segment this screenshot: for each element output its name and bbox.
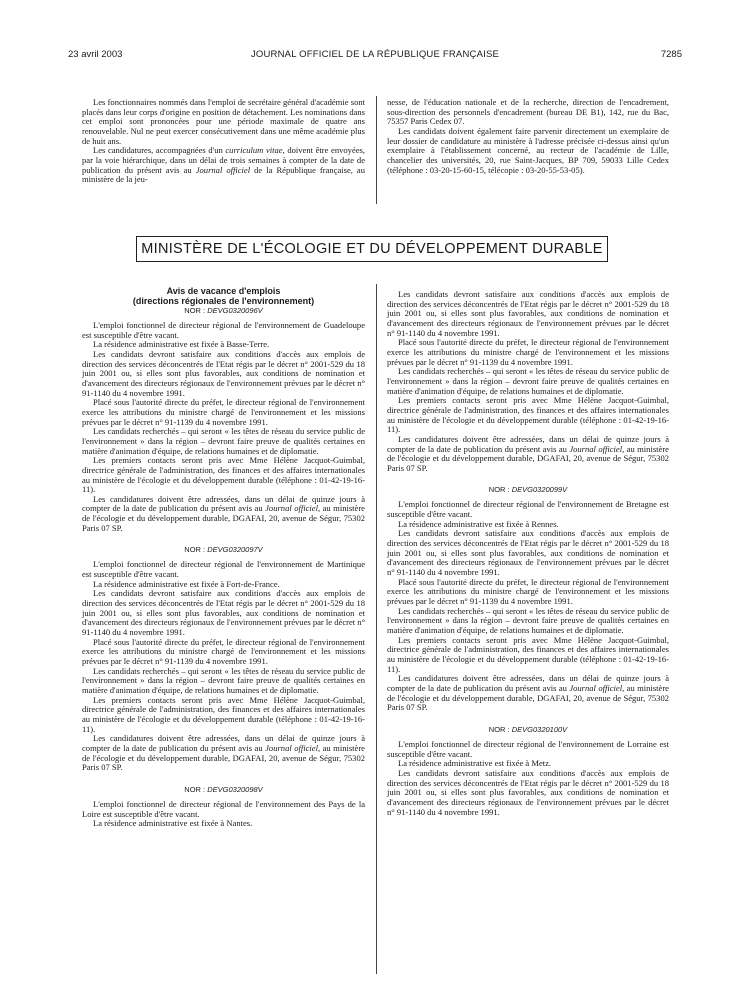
vacancy-intro: L'emploi fonctionnel de directeur régional de l'environnement des Pays de la Loire est susceptible d'être vacant. (82, 798, 365, 819)
notice-subtitle: (directions régionales de l'environnement) (132, 296, 315, 306)
vacancy-conditions: Les candidats devront satisfaire aux conditions d'accès aux emplois de direction des services déconcentrés de l'Etat régis par le décret n° 2001-529 du 18 juin 2001 ou, si elles sont plus favorables, aux conditions de nomination et d'avancement des directeurs régionaux de l'environnement prévues par le décret n° 91-1140 du 4 novembre 1991. (387, 289, 669, 338)
vacancy-contacts: Les premiers contacts seront pris avec Mme Hélène Jacquot-Guimbal, directrice générale de l'administration, des finances et des affaires internationales au ministère de l'écologie et du développement durable (téléphone : 01-42-19-16-11). (387, 395, 669, 435)
column-divider (376, 284, 377, 974)
vacancy-authority: Placé sous l'autorité directe du préfet, le directeur régional de l'environnement exerce les attributions du ministre chargé de l'environnement et les missions prévues par le décret n° 91-1139 du 4 novembre 1991. (387, 576, 669, 607)
vacancy-residence: La résidence administrative est fixée à Nantes. (93, 818, 253, 829)
vacancy-applications: Les candidatures doivent être adressées, dans un délai de quinze jours à compter de la date de publication du présent avis au Journal officiel, au ministère de l'écologie et du développement durable, DGAFAI, 20, avenue de Ségur, 75302 Paris 07 SP. (82, 733, 365, 773)
vacancy-profile: Les candidats recherchés – qui seront « les têtes de réseau du service public de l'environnement » dans la région – devront faire preuve de qualités certaines en matière d'animation d'équipe, de relations humaines et de diplomatie. (82, 426, 365, 456)
page-number: 7285 (660, 49, 682, 60)
vacancy-applications: Les candidatures doivent être adressées, dans un délai de quinze jours à compter de la date de publication du présent avis au Journal officiel, au ministère de l'écologie et du développement durable, DGAFAI, 20, avenue de Ségur, 75302 Paris 07 SP. (387, 433, 669, 473)
vacancy-authority: Placé sous l'autorité directe du préfet, le directeur régional de l'environnement exerce les attributions du ministre chargé de l'environnement et les missions prévues par le décret n° 91-1139 du 4 novembre 1991. (82, 636, 365, 666)
paragraph: nesse, de l'éducation nationale et de la recherche, direction de l'encadrement, sous-direction des personnels d'encadrement (bureau DE B1), 142, rue du Bac, 75357 Paris Cedex 07. (387, 97, 669, 127)
continued-text-left (82, 98, 365, 185)
right-column (387, 290, 669, 817)
vacancy-contacts: Les premiers contacts seront pris avec Mme Hélène Jacquot-Guimbal, directrice générale de l'administration, des finances et des affaires internationales au ministère de l'écologie et du développement durable (téléphone : 01-42-19-16-11). (387, 634, 669, 674)
vacancy-authority: Placé sous l'autorité directe du préfet, le directeur régional de l'environnement exerce les attributions du ministre chargé de l'environnement et les missions prévues par le décret n° 91-1139 du 4 novembre 1991. (387, 337, 669, 367)
nor-reference: NOR : DEVG0320099V (488, 485, 568, 495)
vacancy-conditions: Les candidats devront satisfaire aux conditions d'accès aux emplois de direction des services déconcentrés de l'Etat régis par le décret n° 2001-529 du 18 juin 2001 ou, si elles sont plus favorables, aux conditions de nomination et d'avancement des directeurs régionaux de l'environnement prévues par le décret n° 91-1140 du 4 novembre 1991. (82, 588, 365, 638)
paragraph: Les candidats doivent également faire parvenir directement un exemplaire de leur dossier de candidature au ministère à l'adresse précisée ci-dessus ainsi qu'un exemplaire à l'établissement concerné, au recteur de l'académie de Lille, chancelier des universités, 20, rue Saint-Jacques, BP 709, 59033 Lille Cedex (téléphone : 03-20-15-60-15, télécopie : 03-20-55-53-05). (387, 125, 669, 175)
vacancy-conditions: Les candidats devront satisfaire aux conditions d'accès aux emplois de direction des services déconcentrés de l'Etat régis par le décret n° 2001-529 du 18 juin 2001 ou, si elles sont plus favorables, aux conditions de nomination et d'avancement des directeurs régionaux de l'environnement prévues par le décret n° 91-1140 du 4 novembre 1991. (82, 348, 365, 398)
vacancy-contacts: Les premiers contacts seront pris avec Mme Hélène Jacquot-Guimbal, directrice générale de l'administration, des finances et des affaires internationales au ministère de l'écologie et du développement durable (téléphone : 01-42-19-16-11). (82, 455, 365, 495)
ministry-banner: MINISTÈRE DE L'ÉCOLOGIE ET DU DÉVELOPPEMENT DURABLE (136, 236, 608, 262)
vacancy-intro: L'emploi fonctionnel de directeur régional de l'environnement de Guadeloupe est susceptible d'être vacant. (82, 320, 365, 340)
vacancy-intro: L'emploi fonctionnel de directeur régional de l'environnement de Martinique est susceptible d'être vacant. (82, 559, 365, 580)
vacancy-conditions: Les candidats devront satisfaire aux conditions d'accès aux emplois de direction des services déconcentrés de l'Etat régis par le décret n° 2001-529 du 18 juin 2001 ou, si elles sont plus favorables, aux conditions de nomination et d'avancement des directeurs régionaux de l'environnement prévues par le décret n° 91-1140 du 4 novembre 1991. (387, 767, 669, 817)
vacancy-residence: La résidence administrative est fixée à Metz. (398, 758, 552, 769)
nor-reference: NOR : DEVG0320096V (184, 306, 263, 315)
nor-reference: NOR : DEVG0320100V (488, 724, 568, 734)
continued-text-right (387, 98, 669, 175)
vacancy-authority: Placé sous l'autorité directe du préfet, le directeur régional de l'environnement exerce les attributions du ministre chargé de l'environnement et les missions prévues par le décret n° 91-1139 du 4 novembre 1991. (82, 397, 365, 427)
journal-title: JOURNAL OFFICIEL DE LA RÉPUBLIQUE FRANÇAISE (250, 49, 500, 60)
vacancy-applications: Les candidatures doivent être adressées, dans un délai de quinze jours à compter de la date de publication du présent avis au Journal officiel, au ministère de l'écologie et du développement durable, DGAFAI, 20, avenue de Ségur, 75302 Paris 07 SP. (82, 493, 365, 533)
issue-date: 23 avril 2003 (68, 49, 123, 60)
nor-reference: NOR : DEVG0320098V (184, 784, 263, 794)
vacancy-contacts: Les premiers contacts seront pris avec Mme Hélène Jacquot-Guimbal, directrice générale de l'administration, des finances et des affaires internationales au ministère de l'écologie et du développement durable (téléphone : 01-42-19-16-11). (82, 694, 365, 734)
vacancy-intro: L'emploi fonctionnel de directeur régional de l'environnement de Lorraine est susceptible d'être vacant. (387, 738, 669, 759)
vacancy-profile: Les candidats recherchés – qui seront « les têtes de réseau du service public de l'environnement » dans la région – devront faire preuve de qualités certaines en matière d'animation d'équipe, de relations humaines et de diplomatie. (387, 605, 669, 635)
vacancy-residence: La résidence administrative est fixée à Basse-Terre. (93, 339, 270, 350)
vacancy-intro: L'emploi fonctionnel de directeur régional de l'environnement de Bretagne est susceptible d'être vacant. (387, 499, 669, 520)
column-divider (376, 96, 377, 204)
vacancy-residence: La résidence administrative est fixée à Rennes. (398, 518, 559, 529)
running-header (68, 49, 682, 63)
nor-reference: NOR : DEVG0320097V (184, 545, 263, 555)
notice-title: Avis de vacance d'emplois (166, 286, 281, 296)
vacancy-residence: La résidence administrative est fixée à Fort-de-France. (93, 578, 280, 589)
vacancy-profile: Les candidats recherchés – qui seront « les têtes de réseau du service public de l'environnement » dans la région – devront faire preuve de qualités certaines en matière d'animation d'équipe, de relations humaines et de diplomatie. (82, 665, 365, 695)
paragraph: Les fonctionnaires nommés dans l'emploi de secrétaire général d'académie sont placés dans leur corps d'origine en position de détachement. Les nominations dans cet emploi sont prononcées pour une période maximale de quatre ans renouvelable. Nul ne peut exercer consécutivement dans une même académie plus de huit ans. (82, 97, 365, 146)
vacancy-applications: Les candidatures doivent être adressées, dans un délai de quinze jours à compter de la date de publication du présent avis au Journal officiel, au ministère de l'écologie et du développement durable, DGAFAI, 20, avenue de Ségur, 75302 Paris 07 SP. (387, 673, 669, 713)
vacancy-conditions: Les candidats devront satisfaire aux conditions d'accès aux emplois de direction des services déconcentrés de l'Etat régis par le décret n° 2001-529 du 18 juin 2001 ou, si elles sont plus favorables, aux conditions de nomination et d'avancement des directeurs régionaux de l'environnement prévues par le décret n° 91-1140 du 4 novembre 1991. (387, 528, 669, 578)
left-column (82, 286, 365, 829)
vacancy-profile: Les candidats recherchés – qui seront « les têtes de réseau du service public de l'environnement » dans la région – devront faire preuve de qualités certaines en matière d'animation d'équipe, de relations humaines et de diplomatie. (387, 366, 669, 396)
paragraph: Les candidatures, accompagnées d'un curriculum vitae, doivent être envoyées, par la voie hiérarchique, dans un délai de trois semaines à compter de la date de publication du présent avis au Journal officiel de la République française, au ministère de la jeu- (82, 145, 366, 185)
